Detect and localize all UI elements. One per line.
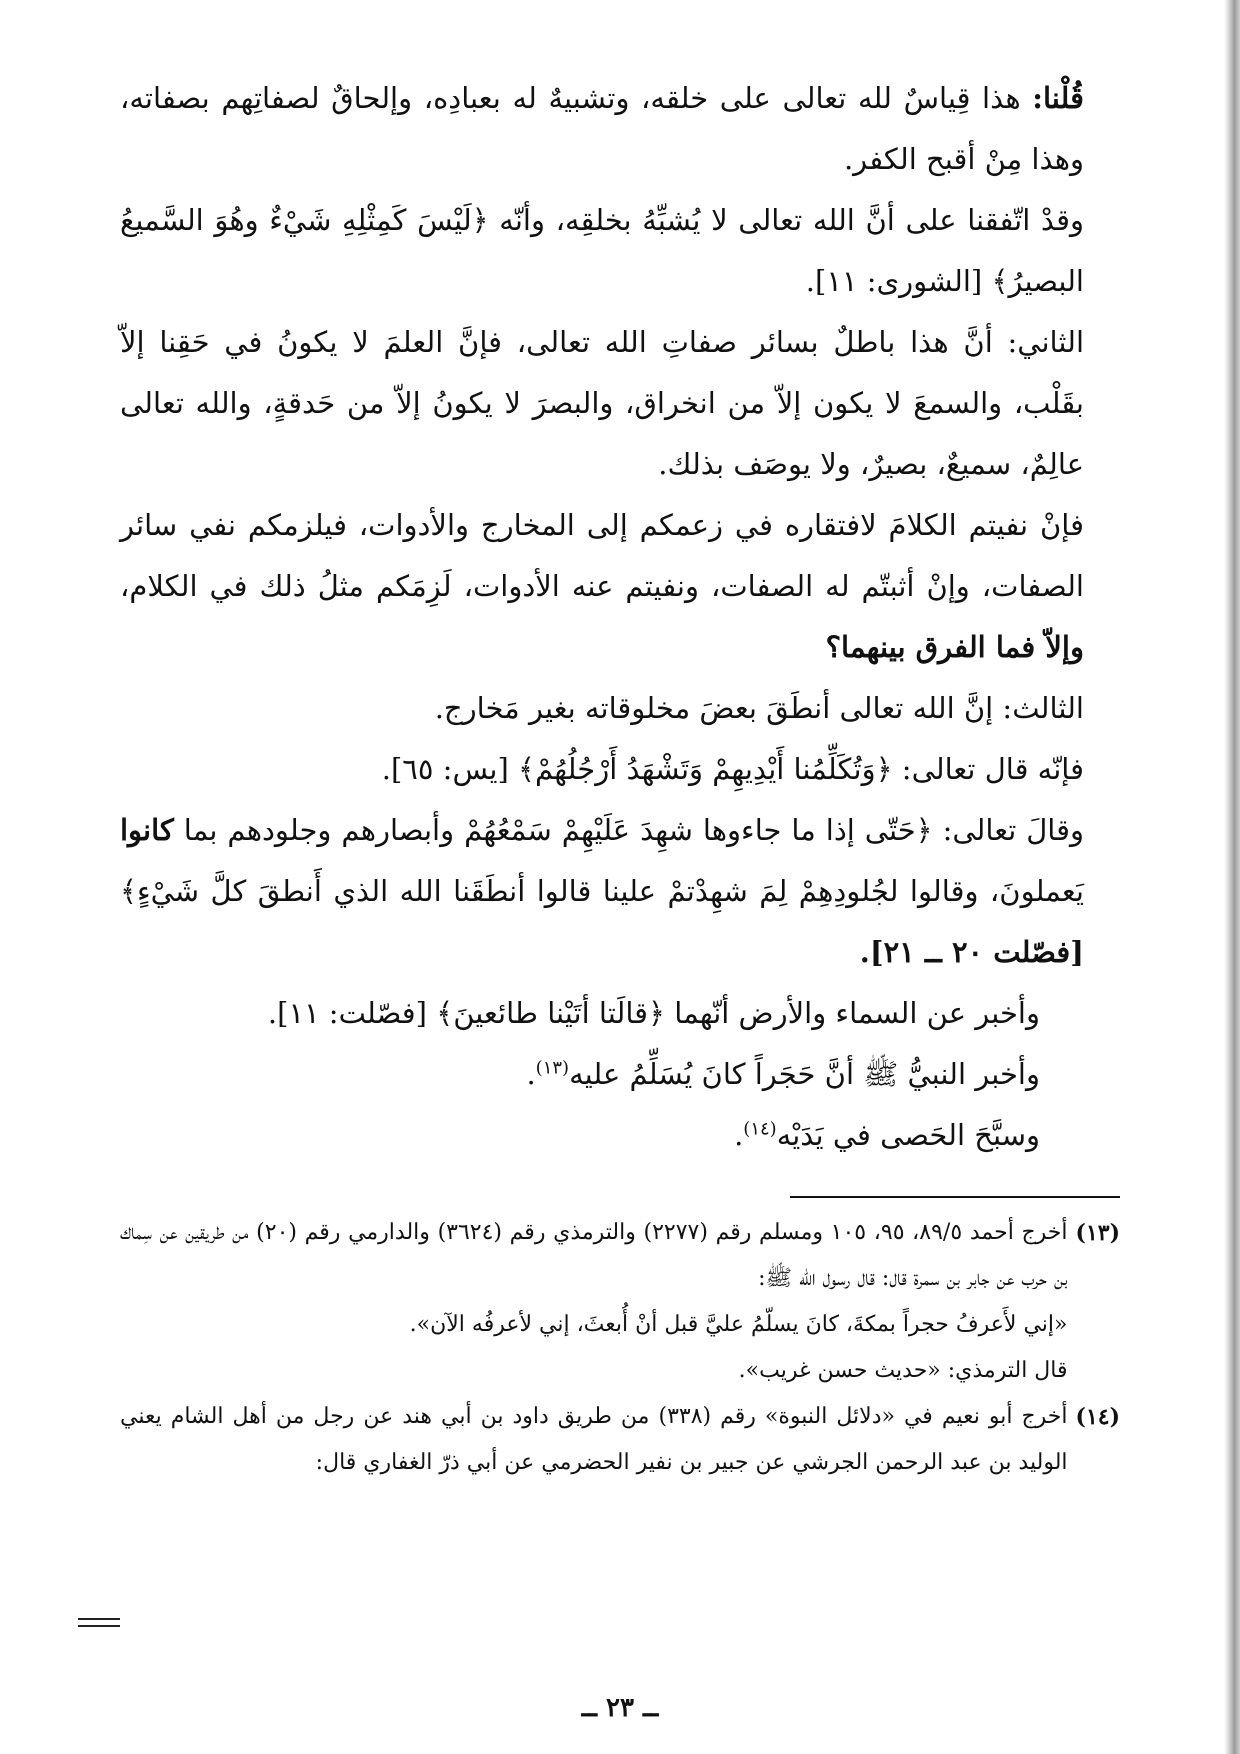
paragraph-9 — [120, 1044, 1120, 1105]
paragraph-text: وقالَ تعالى: ﴿حَتّى إذا ما جاءوها شهِدَ عَلَيْهِمْ سَمْعُهُمْ وأبصارهم وجلودهم بما — [183, 813, 1085, 847]
paragraph-6: فإنّه قال تعالى: ﴿وَتُكَلِّمُنا أَيْدِيهِمْ وَتَشْهَدُ أَرْجُلُهُمْ﴾ [يس: ٦٥]. — [381, 752, 1084, 786]
paragraph-2: وقدْ اتّفقنا على أنَّ الله تعالى لا يُشبِّهُ بخلقِه، وأنّه ﴿لَيْسَ كَمِثْلِهِ شَيْءٌ وهُوَ السَّميعُ البصيرُ﴾ [الشورى: ١١]. — [120, 203, 1084, 298]
paragraph-7 — [120, 800, 1120, 983]
paragraph-question: وإلاّ فما الفرق بينهما؟ — [825, 630, 1084, 664]
footnote-13 — [120, 1210, 1120, 1394]
paragraph-lead: قُلْنا: — [1032, 81, 1085, 115]
paragraph-end: . — [526, 1057, 536, 1091]
paragraph-8: وأخبر عن السماء والأرض أنّهما ﴿قالَتا أتَيْنا طائعينَ﴾ [فصّلت: ١١]. — [267, 996, 1040, 1030]
paragraph-text: يَعملونَ، وقالوا لجُلودِهِمْ لِمَ شهِدْتمْ علينا قالوا أنطَقَنا الله الذي أَنطقَ كلَّ شَيْءٍ﴾ — [120, 874, 1084, 908]
footnote-body — [120, 1394, 1068, 1486]
paragraph-text: وسبَّحَ الحَصى في يَدَيْه — [776, 1118, 1040, 1152]
footnote-number: (١٤) — [1075, 1404, 1120, 1430]
footnotes — [120, 1210, 1120, 1486]
surah-reference: [فصّلت ٢٠ ــ ٢١]. — [859, 935, 1084, 969]
footnote-separator — [790, 1196, 1120, 1198]
main-text — [120, 68, 1120, 1166]
continuation-mark — [78, 1618, 120, 1627]
footnote-text: أخرج أحمد ٨٩/٥، ٩٥، ١٠٥ ومسلم رقم (٢٢٧٧) والترمذي رقم (٣٦٢٤) والدارمي رقم (٢٠) من طريقين عن سِماك بن حرب عن جابر بن سمرة قال: قال رسول الله ﷺ: — [120, 1220, 1068, 1291]
footnote-quote: «إني لأَعرفُ حجراً بمكةَ، كانَ يسلّمُ عليَّ قبل أنْ أُبعثَ، إني لأعرفُه الآن». — [409, 1312, 1068, 1337]
footnote-text: أخرج أبو نعيم في «دلائل النبوة» رقم (٣٣٨) من طريق داود بن أبي هند عن رجل من أهل الشام يعني الوليد بن عبد الرحمن الجرشي عن جبير بن نفير الحضرمي عن أبي ذرّ الغفاري قال: — [120, 1404, 1068, 1475]
footnote-number: (١٣) — [1075, 1220, 1120, 1246]
footnote-ref-13: (١٣) — [535, 1057, 570, 1079]
footnote-grading: قال الترمذي: «حديث حسن غريب». — [738, 1358, 1068, 1383]
paragraph-10 — [120, 1105, 1120, 1166]
paragraph-1 — [120, 68, 1120, 190]
page-number: ــ ٢٣ ــ — [581, 1693, 659, 1723]
footnote-14 — [120, 1394, 1120, 1486]
paragraph-end: . — [734, 1118, 744, 1152]
paragraph-3: الثاني: أنَّ هذا باطلٌ بسائر صفاتِ الله تعالى، فإنَّ العلمَ لا يكونُ في حَقِنا إلاّ بقَلْب، والسمعَ لا يكون إلاّ من انخراق، والبصرَ لا يكونُ إلاّ من حَدقةٍ، والله تعالى عالِمٌ، سميعٌ، بصيرٌ، ولا يوصَف بذلك. — [120, 325, 1084, 481]
scan-edge-shadow — [1224, 0, 1240, 1754]
paragraph-5: الثالث: إنَّ الله تعالى أنطَقَ بعضَ مخلوقاته بغير مَخارج. — [434, 691, 1084, 725]
paragraph-text: وأخبر النبيُّ ﷺ أنَّ حَجَراً كانَ يُسَلِّمُ عليه — [569, 1057, 1040, 1091]
footnote-body — [120, 1210, 1068, 1394]
footnote-ref-14: (١٤) — [743, 1118, 777, 1140]
paragraph-4 — [120, 495, 1120, 678]
paragraph-text: هذا قِياسٌ لله تعالى على خلقه، وتشبيهٌ له بعبادِه، وإلحاقٌ لصفاتِهم بصفاته، وهذا مِنْ أقبح الكفر. — [120, 81, 1084, 176]
paragraph-bold-word: كانوا — [120, 813, 174, 847]
paragraph-text: فإنْ نفيتم الكلامَ لافتقاره في زعمكم إلى المخارج والأدوات، فيلزمكم نفي سائر الصفات، وإنْ أثبتّم له الصفات، ونفيتم عنه الأدوات، لَزِمَكم مثلُ ذلك في الكلام، — [120, 508, 1084, 603]
